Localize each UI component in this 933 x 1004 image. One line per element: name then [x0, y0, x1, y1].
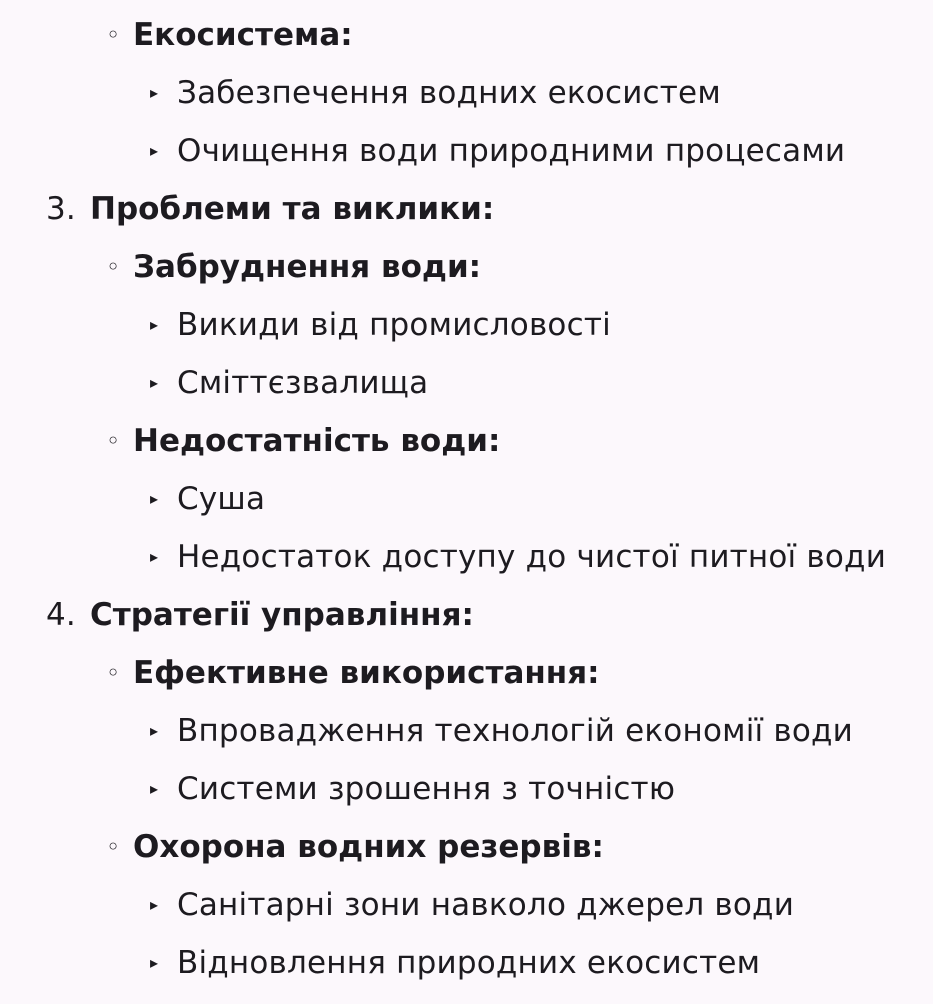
list-item-text: Сміттєзвалища [177, 365, 429, 401]
list-item-text: Недостаток доступу до чистої питної води [177, 539, 887, 575]
list-item-text: Системи зрошення з точністю [177, 771, 676, 807]
triangle-bullet-icon: ▸ [150, 953, 159, 972]
triangle-bullet-icon: ▸ [150, 83, 159, 102]
bullet-hollow-icon: ◦ [106, 833, 121, 861]
triangle-bullet-icon: ▸ [150, 315, 159, 334]
triangle-bullet-icon: ▸ [150, 547, 159, 566]
list-item-text: Стратегії управління: [90, 597, 474, 633]
bullet-hollow-icon: ◦ [106, 659, 121, 687]
list-item-text: Впровадження технологій економії води [177, 713, 853, 749]
list-item-text: Охорона водних резервів: [133, 829, 604, 865]
list-item-text: Очищення води природними процесами [177, 133, 846, 169]
list-item-text: Ефективне використання: [133, 655, 600, 691]
list-item-text: Екосистема: [133, 17, 353, 53]
list-item-text: Недостатність води: [133, 423, 501, 459]
list-item-text: Забруднення води: [133, 249, 482, 285]
list-number: 4. [46, 597, 76, 633]
triangle-bullet-icon: ▸ [150, 721, 159, 740]
list-item-text: Санітарні зони навколо джерел води [177, 887, 795, 923]
bullet-hollow-icon: ◦ [106, 253, 121, 281]
list-item-text: Викиди від промисловості [177, 307, 611, 343]
triangle-bullet-icon: ▸ [150, 779, 159, 798]
triangle-bullet-icon: ▸ [150, 489, 159, 508]
list-item-text: Суша [177, 481, 266, 517]
list-item-text: Відновлення природних екосистем [177, 945, 761, 981]
triangle-bullet-icon: ▸ [150, 895, 159, 914]
list-item-text: Забезпечення водних екосистем [177, 75, 721, 111]
bullet-hollow-icon: ◦ [106, 427, 121, 455]
list-item-text: Проблеми та виклики: [90, 191, 495, 227]
triangle-bullet-icon: ▸ [150, 141, 159, 160]
list-number: 3. [46, 191, 76, 227]
bullet-hollow-icon: ◦ [106, 21, 121, 49]
triangle-bullet-icon: ▸ [150, 373, 159, 392]
